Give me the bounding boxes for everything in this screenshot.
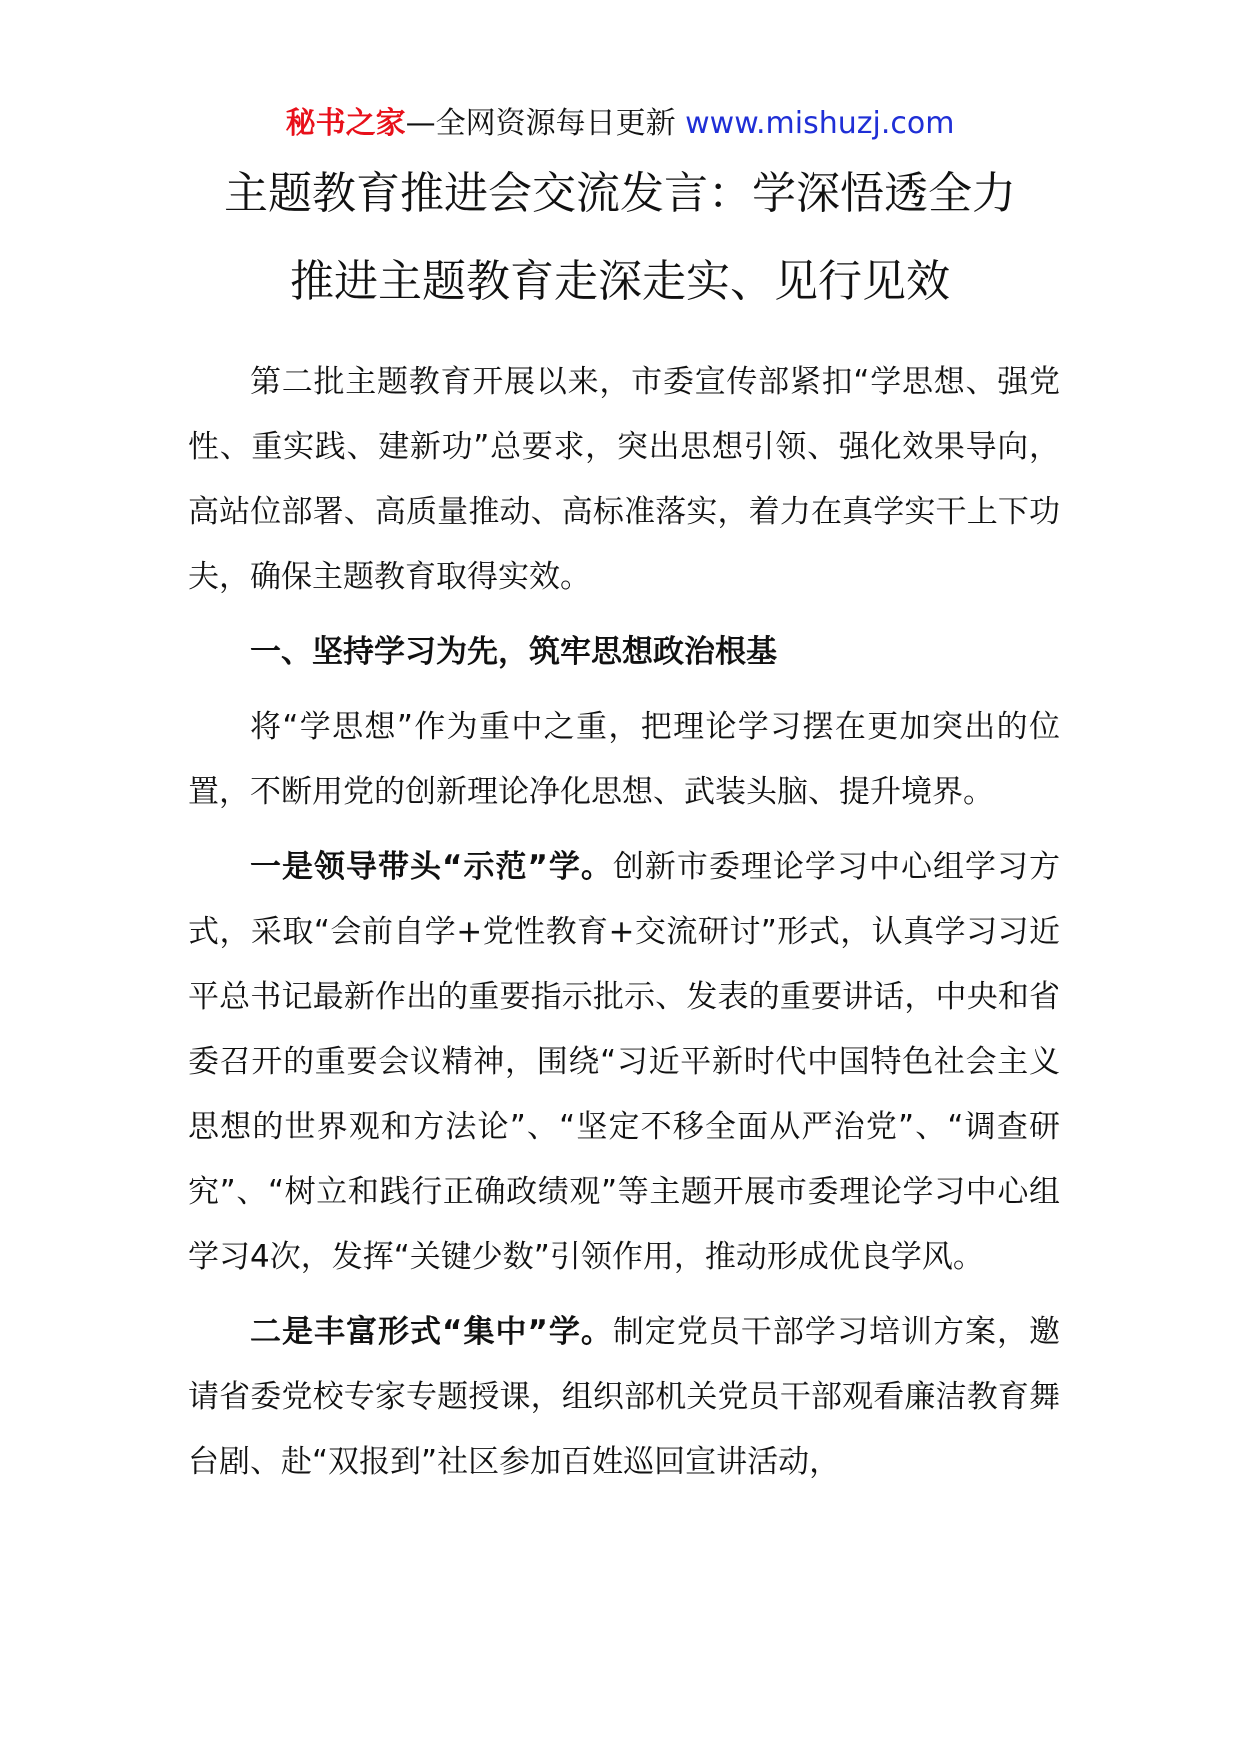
brand-name: 秘书之家 (285, 106, 406, 141)
item-2-lead: 二是丰富形式“集中”学。 (250, 1314, 613, 1350)
document-title-line-2: 推进主题教育走深走实、见行见效 (290, 256, 950, 307)
site-url-link[interactable]: www.mishuzj.com (685, 106, 955, 141)
header-slogan: —全网资源每日更新 (405, 106, 686, 141)
item-1-paragraph (188, 835, 1060, 1290)
section-heading-1: 一、坚持学习为先，筑牢思想政治根基 (250, 634, 777, 670)
intro-paragraph: 第二批主题教育开展以来，市委宣传部紧扣“学思想、强党性、重实践、建新功”总要求，突出思想引领、强化效果导向，高站位部署、高质量推动、高标准落实，着力在真学实干上下功夫，确保主题教育取得实效。 (188, 364, 1060, 595)
document-title-line-1: 主题教育推进会交流发言：学深悟透全力 (224, 168, 1016, 219)
item-2-paragraph (188, 1300, 1060, 1495)
section-1-intro-paragraph: 将“学思想”作为重中之重，把理论学习摆在更加突出的位置，不断用党的创新理论净化思想、武装头脑、提升境界。 (188, 709, 1060, 810)
document-body (188, 350, 1060, 1505)
item-1-lead: 一是领导带头“示范”学。 (250, 849, 613, 885)
item-2-text: 制定党员干部学习培训方案，邀请省委党校专家专题授课，组织部机关党员干部观看廉洁教育舞台剧、赴“双报到”社区参加百姓巡回宣讲活动， (188, 1314, 1061, 1480)
item-1-text: 创新市委理论学习中心组学习方式，采取“会前自学+党性教育+交流研讨”形式，认真学习习近平总书记最新作出的重要指示批示、发表的重要讲话，中央和省委召开的重要会议精神，围绕“习近平新时代中国特色社会主义思想的世界观和方法论”、“坚定不移全面从严治党”、“调查研究”、“树立和践行正确政绩观”等主题开展市委理论学习中心组学习4次，发挥“关键少数”引领作用，推动形成优良学风。 (188, 849, 1061, 1275)
site-header (0, 104, 1240, 144)
